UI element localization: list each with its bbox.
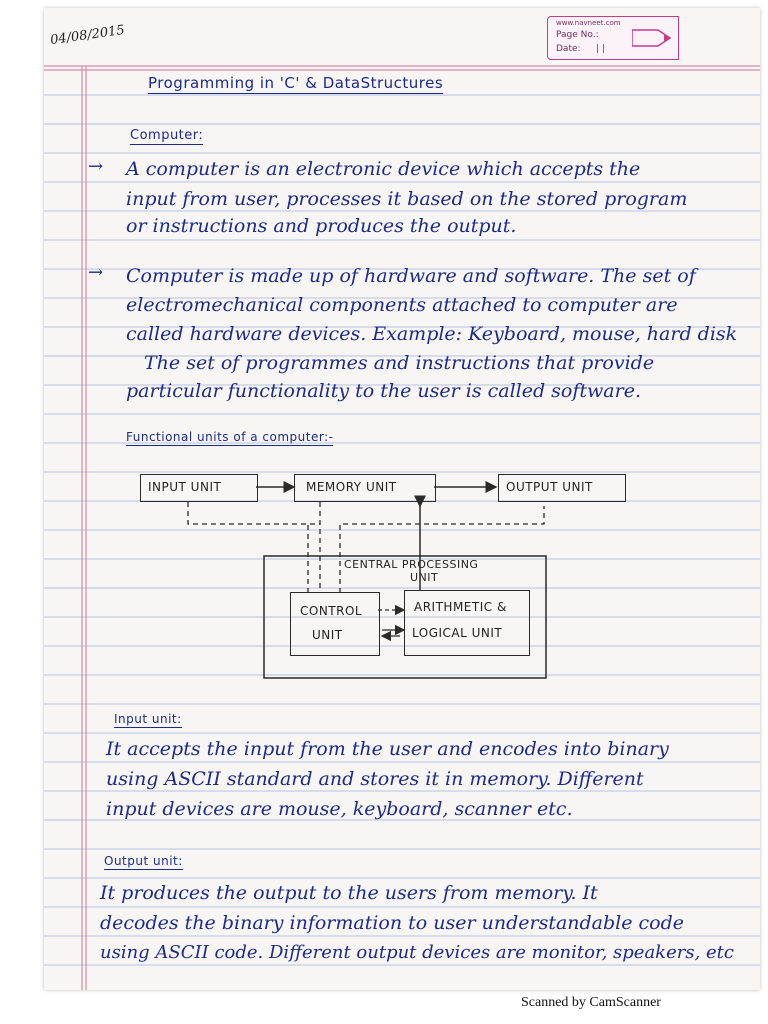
input-unit-label: INPUT UNIT — [148, 480, 222, 494]
control-unit-label: CONTROL — [300, 604, 363, 618]
computer-p1-line: A computer is an electronic device which accepts the — [126, 158, 641, 180]
computer-p2-line: Computer is made up of hardware and software. The set of — [126, 265, 696, 287]
notebook-page — [44, 8, 760, 990]
pencil-logo-icon — [632, 26, 672, 50]
computer-p1-line: input from user, processes it based on the stored program — [126, 188, 688, 210]
scanner-watermark: Scanned by CamScanner — [521, 995, 661, 1010]
cpu-label-line1: CENTRAL PROCESSING — [344, 558, 479, 571]
computer-p2-line: The set of programmes and instructions that provide — [144, 352, 655, 374]
output-unit-line: using ASCII code. Different output devices are monitor, speakers, etc — [100, 942, 734, 963]
page-title: Programming in 'C' & DataStructures — [148, 74, 444, 92]
cpu-label-line2: UNIT — [410, 571, 439, 584]
bullet-arrow-1: → — [88, 156, 104, 177]
alu-label: LOGICAL UNIT — [412, 626, 503, 640]
output-unit-line: decodes the binary information to user understandable code — [100, 912, 685, 934]
input-unit-line: It accepts the input from the user and encodes into binary — [106, 738, 669, 760]
computer-p1-line: or instructions and produces the output. — [126, 215, 517, 237]
date-marks: | | — [596, 44, 605, 54]
input-unit-line: using ASCII standard and stores it in memory. Different — [106, 768, 644, 790]
computer-p2-line: particular functionality to the user is called software. — [126, 380, 641, 402]
computer-heading: Computer: — [130, 128, 204, 143]
control-unit-label: UNIT — [312, 628, 343, 642]
stationery-website: www.navneet.com — [556, 19, 621, 27]
input-unit-line: input devices are mouse, keyboard, scanner etc. — [106, 798, 573, 820]
output-unit-heading: Output unit: — [104, 854, 183, 868]
input-unit-heading: Input unit: — [114, 712, 182, 726]
dashed-control-line — [188, 502, 320, 524]
functional-units-heading: Functional units of a computer:- — [126, 430, 334, 444]
dashed-control-line — [340, 506, 544, 593]
date-label: Date: — [556, 44, 581, 54]
computer-p2-line: electromechanical components attached to computer are — [126, 294, 678, 316]
output-unit-label: OUTPUT UNIT — [506, 480, 593, 494]
handwritten-date: 04/08/2015 — [49, 22, 126, 49]
control-unit-box — [290, 592, 380, 656]
output-unit-line: It produces the output to the users from memory. It — [100, 882, 598, 904]
computer-p2-line: called hardware devices. Example: Keyboard, mouse, hard disk — [126, 323, 738, 345]
bullet-arrow-2: → — [88, 262, 104, 283]
alu-label: ARITHMETIC & — [414, 600, 507, 614]
page-no-label: Page No.: — [556, 30, 599, 40]
memory-unit-label: MEMORY UNIT — [306, 480, 397, 494]
